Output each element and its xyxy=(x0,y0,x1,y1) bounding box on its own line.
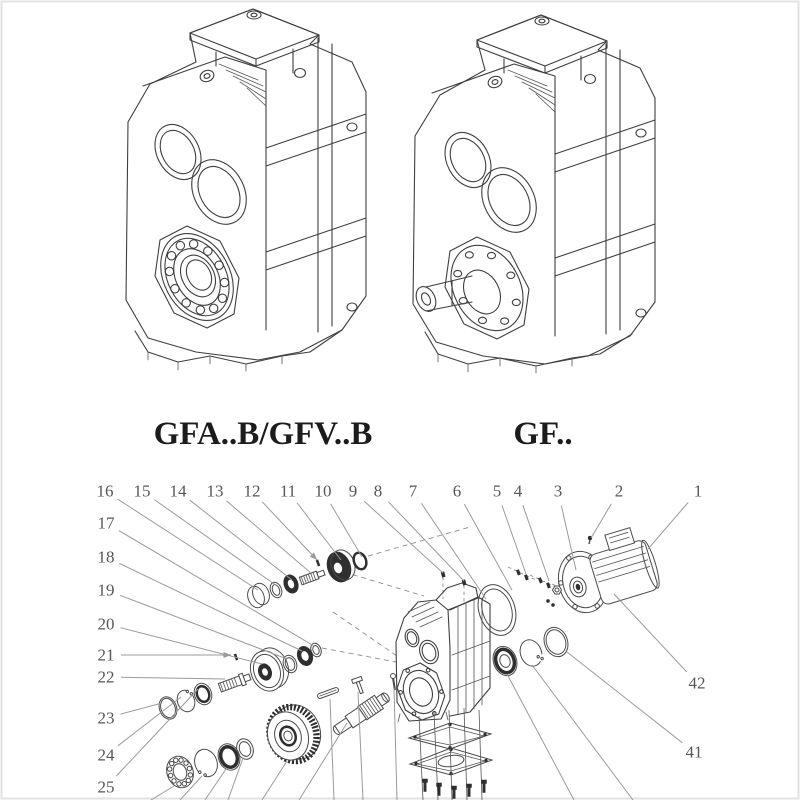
retaining-bolt xyxy=(352,676,367,694)
truncated-leader-5 xyxy=(262,761,287,800)
cover-bolts xyxy=(423,779,487,799)
ball-bearing xyxy=(162,753,197,792)
leader-line-10 xyxy=(331,504,362,557)
motor-assembly xyxy=(546,524,662,619)
output-shaft xyxy=(330,689,392,738)
callout-21: 21 xyxy=(97,645,115,665)
leader-line-9 xyxy=(364,501,443,573)
callout-20: 20 xyxy=(97,614,115,634)
leader-line-17 xyxy=(119,531,314,646)
leader-line-20 xyxy=(121,628,263,664)
exploded-view xyxy=(97,482,706,800)
callout-11: 11 xyxy=(279,481,297,501)
leader-line-14 xyxy=(190,500,292,580)
callout-4: 4 xyxy=(513,481,523,501)
callout-22: 22 xyxy=(97,667,115,687)
leader-line-12 xyxy=(262,502,317,560)
left-model-caption: GFA..B/GFV..B xyxy=(153,416,373,452)
leader-line-25 xyxy=(116,689,198,776)
leader-line-8 xyxy=(388,502,464,581)
callout-6: 6 xyxy=(452,481,462,501)
input-shaft-parts xyxy=(245,547,369,611)
hollow-shaft-bearing xyxy=(146,221,247,333)
shaft-key xyxy=(317,687,339,699)
output-shaft-drawing xyxy=(412,276,472,315)
callout-14: 14 xyxy=(169,481,187,501)
callout-25: 25 xyxy=(97,777,115,797)
callout-5: 5 xyxy=(492,481,502,501)
callout-19: 19 xyxy=(97,580,115,600)
truncated-leader-11 xyxy=(532,665,633,800)
leader-line-15 xyxy=(154,500,277,586)
leader-line-2 xyxy=(591,504,611,538)
truncated-leader-9 xyxy=(394,688,397,800)
leader-line-11 xyxy=(297,503,341,560)
leader-line-7 xyxy=(421,503,486,599)
left-gearbox-drawing xyxy=(126,9,366,371)
callout-3: 3 xyxy=(553,481,563,501)
callout-8: 8 xyxy=(373,481,383,501)
leader-line-16 xyxy=(118,499,258,590)
callout-2: 2 xyxy=(614,481,624,501)
callout-1: 1 xyxy=(693,481,703,501)
leader-line-41 xyxy=(567,652,682,743)
leader-line-22 xyxy=(121,677,225,679)
callout-layer xyxy=(97,482,706,797)
output-bearing-set xyxy=(489,624,572,679)
callout-41: 41 xyxy=(685,742,703,762)
output-gear xyxy=(261,698,328,767)
truncated-leader-3 xyxy=(205,769,226,800)
callout-15: 15 xyxy=(133,481,151,501)
truncated-leader-10 xyxy=(507,674,574,800)
snap-ring xyxy=(191,746,221,780)
housing xyxy=(396,583,490,722)
motor-shaft-nut xyxy=(546,586,561,607)
leader-line-5 xyxy=(502,505,526,574)
leader-line-18 xyxy=(120,564,303,652)
end-pin xyxy=(391,674,396,691)
callout-9: 9 xyxy=(348,481,358,501)
callout-7: 7 xyxy=(408,481,418,501)
callout-12: 12 xyxy=(243,481,261,501)
callout-13: 13 xyxy=(206,481,224,501)
bottom-cover-gaskets xyxy=(409,708,492,800)
leader-line-4 xyxy=(523,505,549,581)
callout-10: 10 xyxy=(314,481,332,501)
callout-23: 23 xyxy=(97,708,115,728)
leader-line-42 xyxy=(614,594,687,672)
leader-line-13 xyxy=(226,501,312,574)
leader-line-23 xyxy=(121,703,163,714)
right-gearbox-drawing xyxy=(412,15,655,373)
callout-17: 17 xyxy=(97,513,115,533)
right-model-caption: GF.. xyxy=(513,416,573,452)
leader-line-1 xyxy=(648,502,688,549)
callout-42: 42 xyxy=(688,673,706,693)
callout-18: 18 xyxy=(97,547,115,567)
callout-16: 16 xyxy=(96,481,114,501)
callout-24: 24 xyxy=(97,745,115,765)
leader-line-24 xyxy=(118,697,181,746)
